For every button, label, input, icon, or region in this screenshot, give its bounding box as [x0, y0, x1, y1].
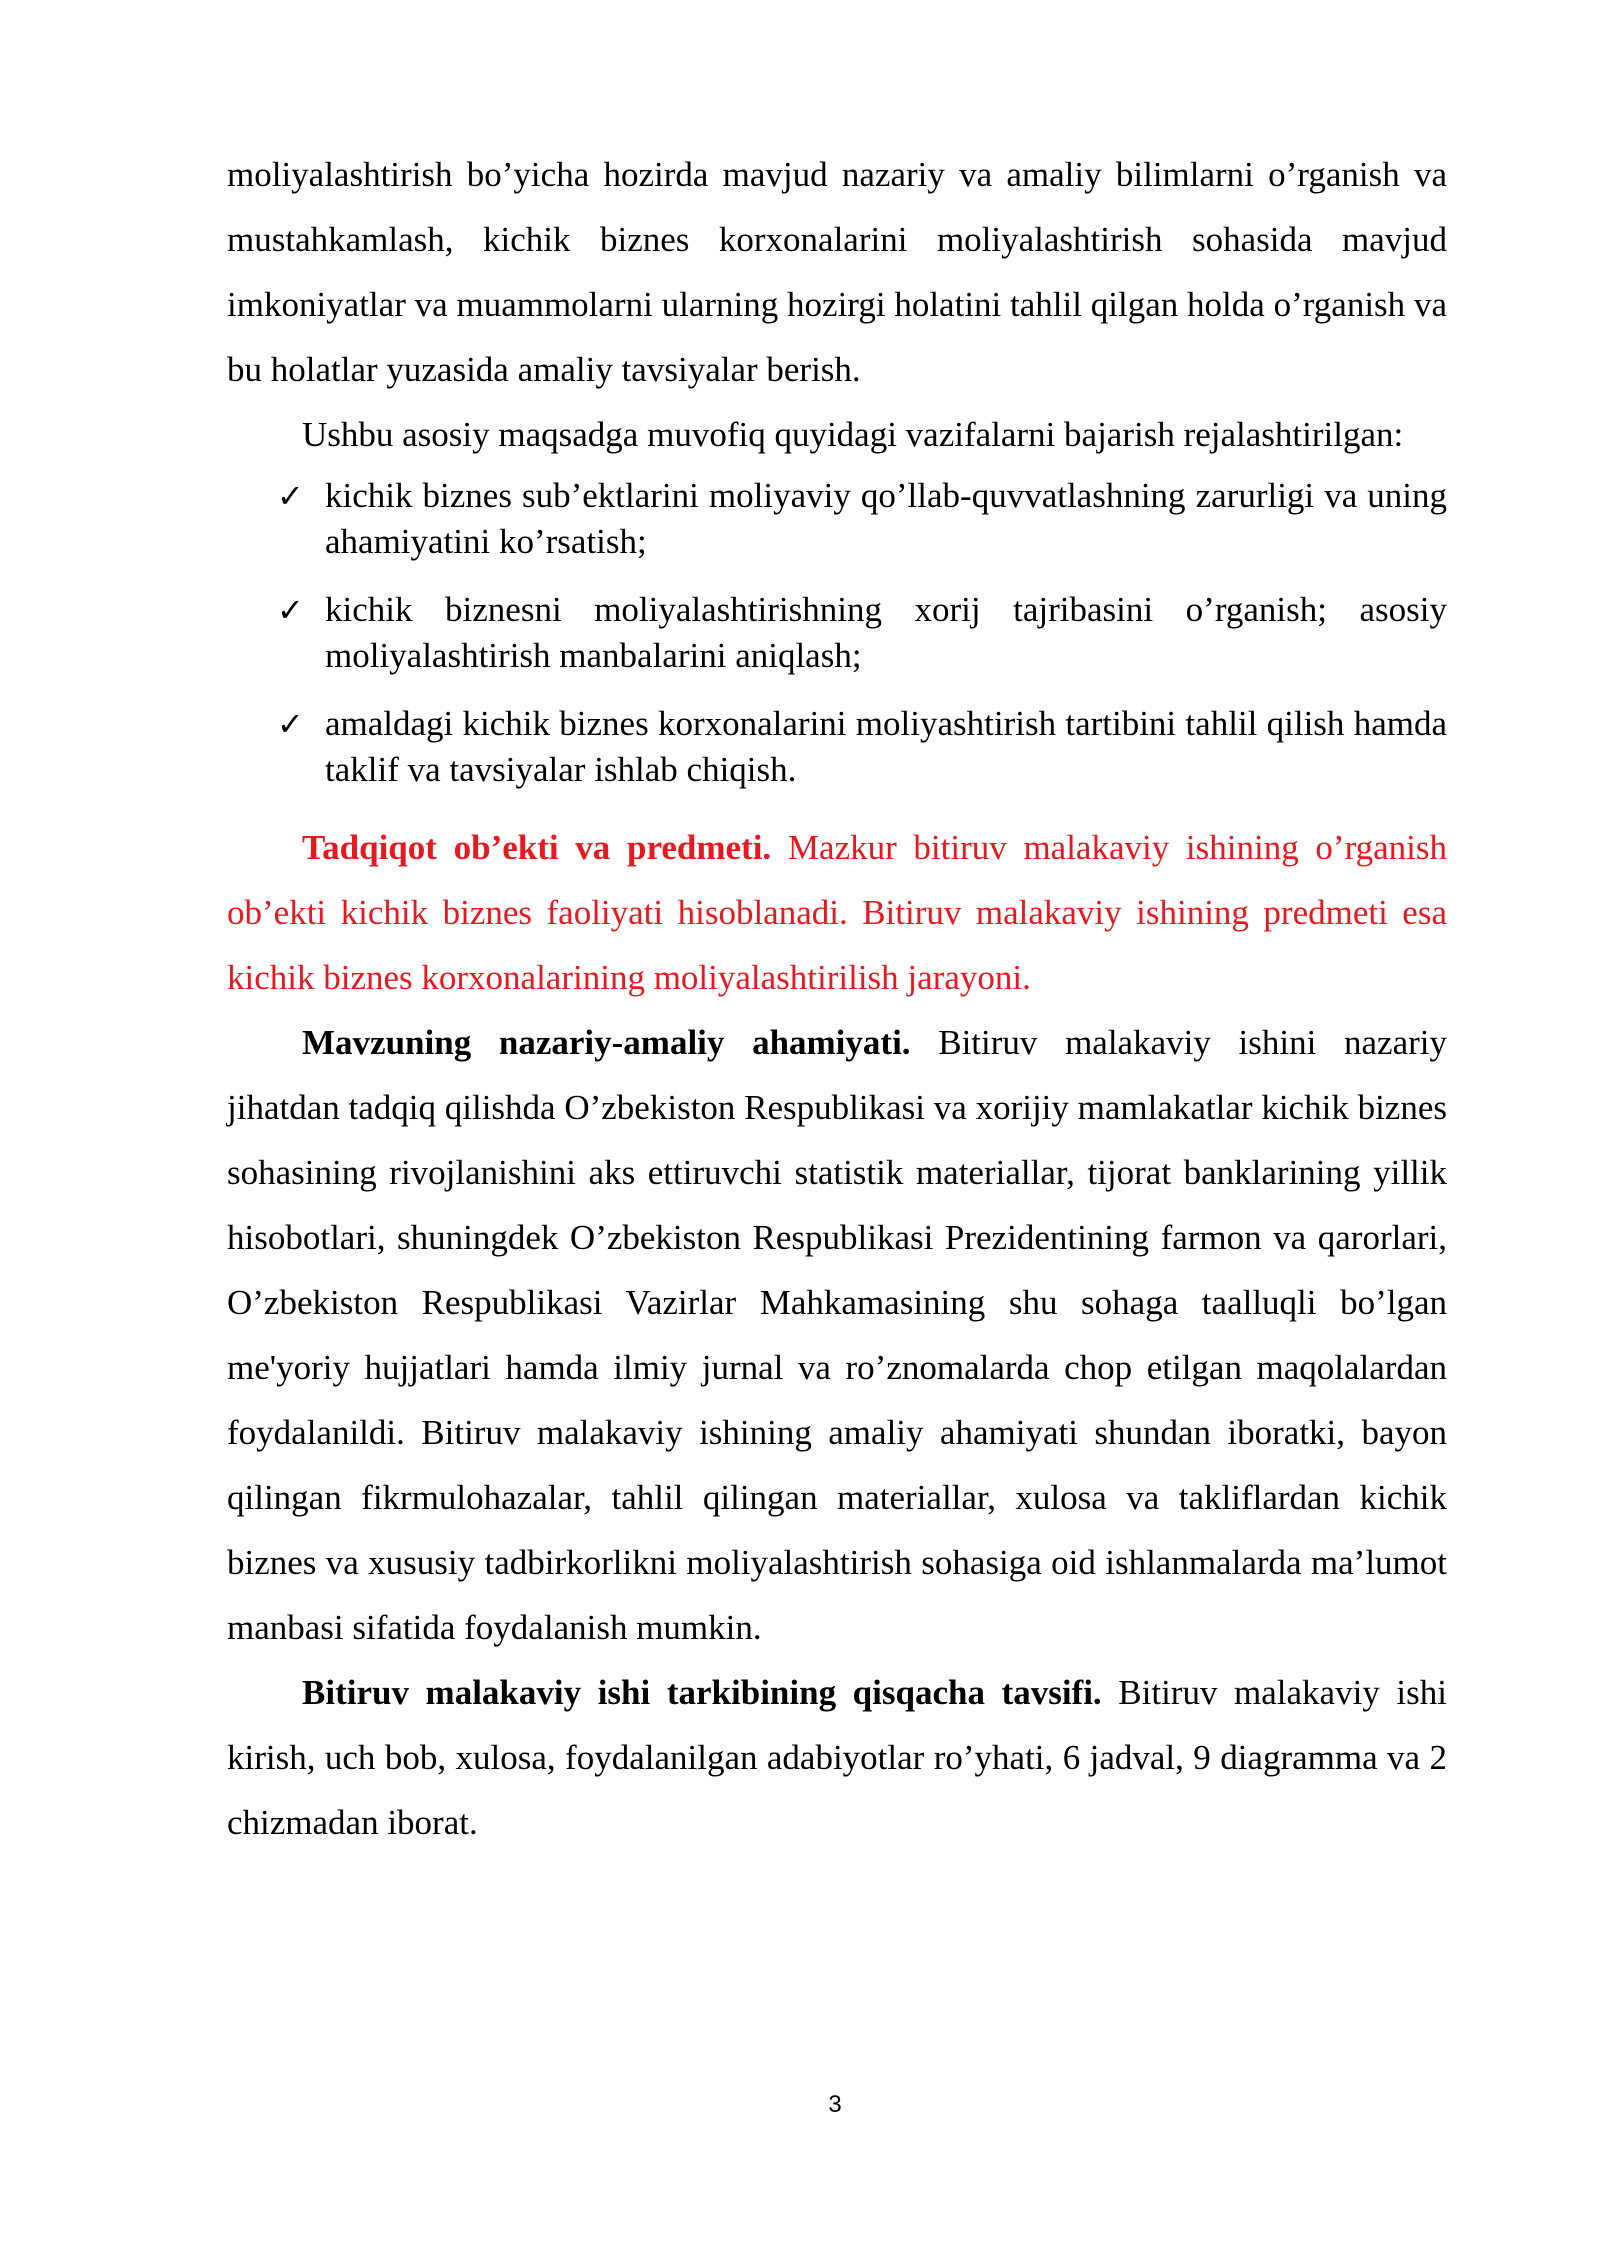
section-heading-structure: Bitiruv malakaviy ishi tarkibining qisqacha tavsifi. — [302, 1673, 1102, 1712]
section-text-research-object: Mazkur bitiruv malakaviy ishining o’rganish ob’ekti kichik biznes faoliyati hisoblanadi. Bitiruv malakaviy ishining predmeti esa kichik biznes korxonalarining moliyalashtirilish jarayoni. — [227, 828, 1447, 997]
list-item-text: kichik biznes sub’ektlarini moliyaviy qo’llab-quvvatlashning zarurligi va uning ahamiyatini ko’rsatish; — [325, 476, 1447, 561]
checkmark-icon: ✓ — [277, 477, 304, 515]
list-item — [227, 701, 1447, 793]
page-number: 3 — [828, 2091, 842, 2118]
checkmark-icon: ✓ — [277, 705, 304, 743]
paragraph-structure — [227, 1660, 1447, 1855]
paragraph-tasks-intro: Ushbu asosiy maqsadga muvofiq quyidagi vazifalarni bajarish rejalashtirilgan: — [302, 415, 1404, 454]
task-list — [227, 473, 1447, 793]
paragraph-research-object — [227, 815, 1447, 1010]
section-heading-significance: Mavzuning nazariy-amaliy ahamiyati. — [302, 1023, 911, 1062]
section-heading-research-object: Tadqiqot ob’ekti va predmeti. — [302, 828, 772, 867]
section-text-structure: Bitiruv malakaviy ishi kirish, uch bob, xulosa, foydalanilgan adabiyotlar ro’yhati, 6 jadval, 9 diagramma va 2 chizmadan iborat. — [227, 1673, 1447, 1842]
list-item — [227, 587, 1447, 679]
paragraph-significance — [227, 1010, 1447, 1660]
list-item — [227, 473, 1447, 565]
section-text-significance: Bitiruv malakaviy ishini nazariy jihatdan tadqiq qilishda O’zbekiston Respublikasi va xorijiy mamlakatlar kichik biznes sohasining rivojlanishini aks ettiruvchi statistik materiallar, tijorat banklarining yillik hisobotlari, shuningdek O’zbekiston Respublikasi Prezidentining farmon va qarorlari, O’zbekiston Respublikasi Vazirlar Mahkamasining shu sohaga taalluqli bo’lgan me'yoriy hujjatlari hamda ilmiy jurnal va ro’znomalarda chop etilgan maqolalardan foydalanildi. Bitiruv malakaviy ishining amaliy ahamiyati shundan iboratki, bayon qilingan fikrmulohazalar, tahlil qilingan materiallar, xulosa va takliflardan kichik biznes va xususiy tadbirkorlikni moliyalashtirish sohasiga oid ishlanmalarda ma’lumot manbasi sifatida foydalanish mumkin. — [227, 1023, 1447, 1647]
list-item-text: kichik biznesni moliyalashtirishning xorij tajribasini o’rganish; asosiy moliyalashtirish manbalarini aniqlash; — [325, 590, 1447, 675]
paragraph-goal-continuation: moliyalashtirish bo’yicha hozirda mavjud nazariy va amaliy bilimlarni o’rganish va mustahkamlash, kichik biznes korxonalarini moliyalashtirish sohasida mavjud imkoniyatlar va muammolarni ularning hozirgi holatini tahlil qilgan holda o’rganish va bu holatlar yuzasida amaliy tavsiyalar berish. — [227, 155, 1447, 389]
document-page — [227, 142, 1447, 1855]
list-item-text: amaldagi kichik biznes korxonalarini moliyashtirish tartibini tahlil qilish hamda taklif va tavsiyalar ishlab chiqish. — [325, 704, 1447, 789]
checkmark-icon: ✓ — [277, 591, 304, 629]
